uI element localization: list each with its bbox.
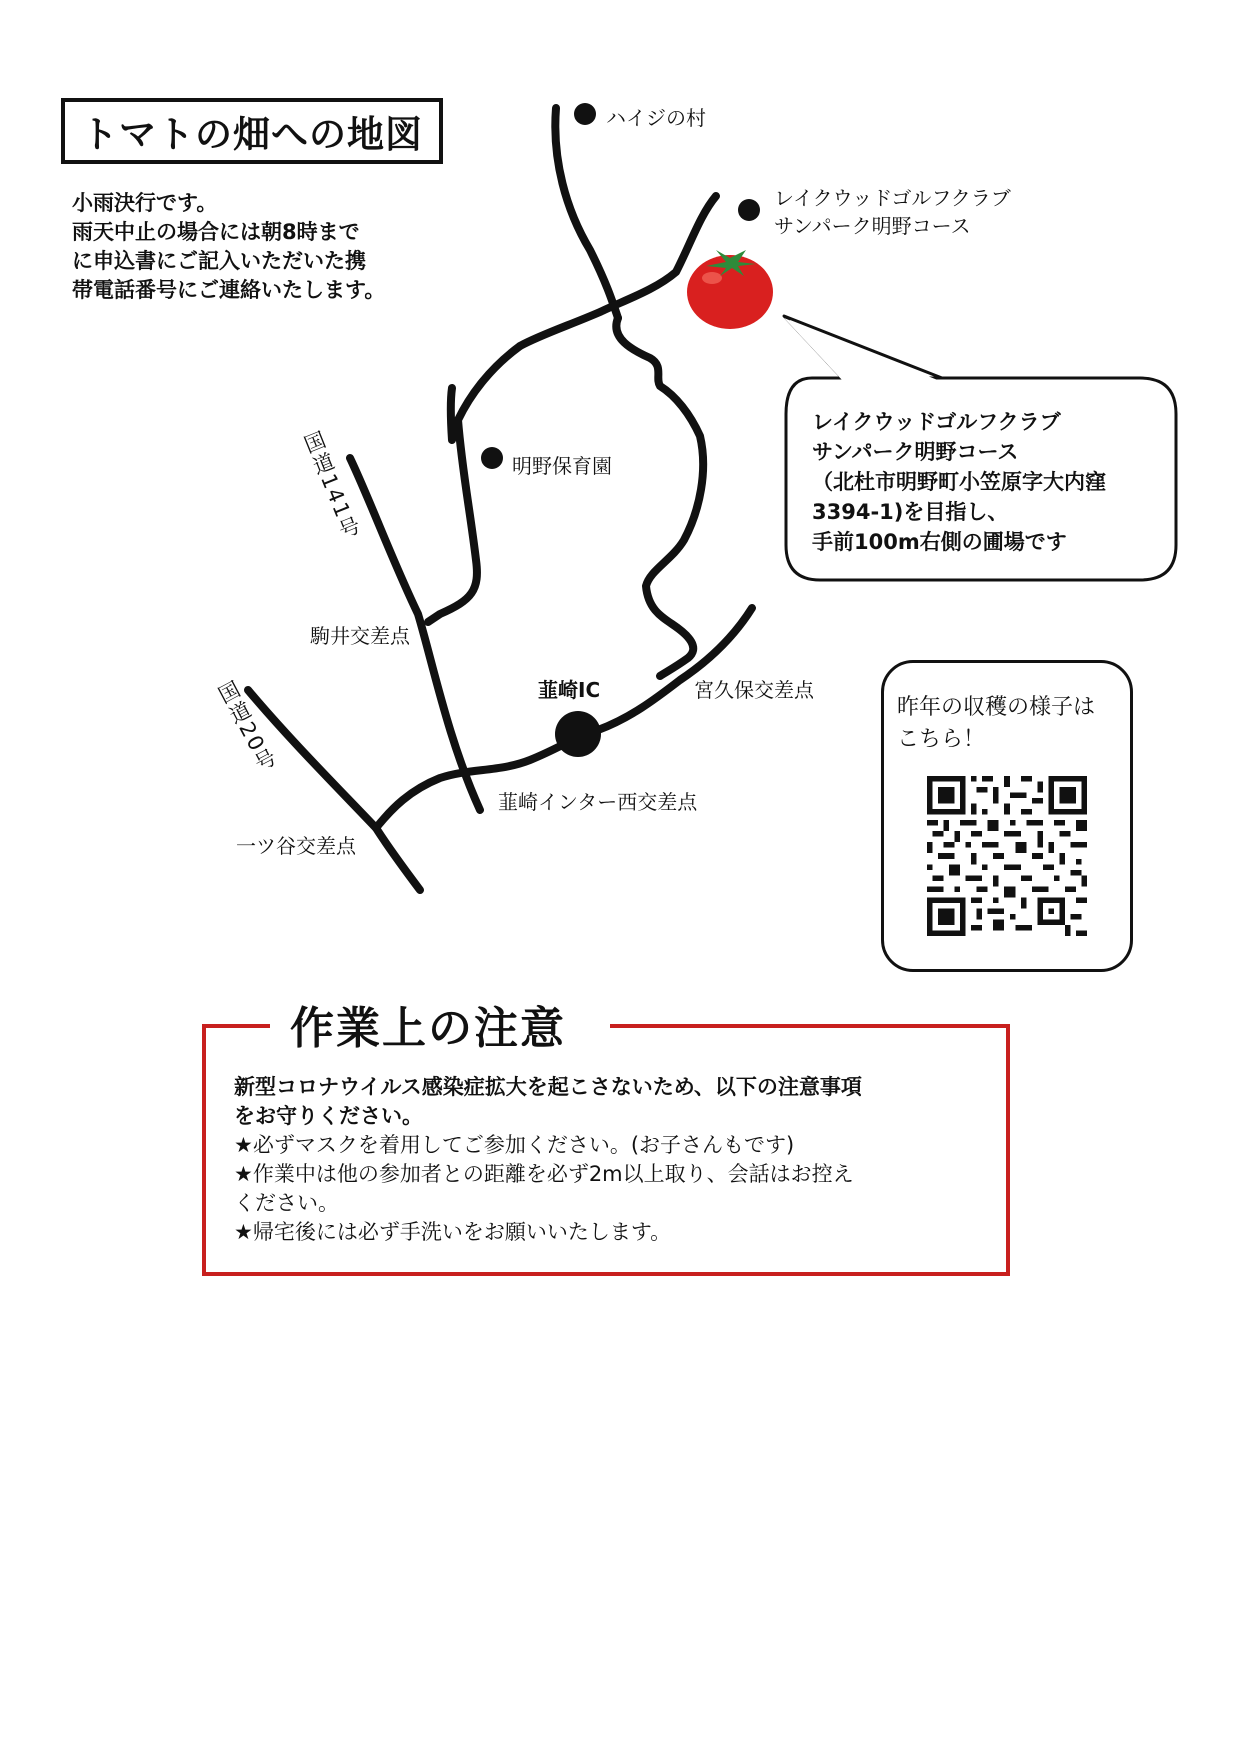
notice-intro-line: 新型コロナウイルス感染症拡大を起こさないため、以下の注意事項 — [234, 1075, 862, 1099]
qr-label-line2: こちら！ — [897, 727, 986, 752]
callout-line: レイクウッドゴルフクラブ — [812, 410, 1061, 434]
label-hitotsuya: 一ツ谷交差点 — [236, 834, 356, 858]
nursery-dot — [481, 447, 503, 469]
qr-label — [897, 692, 1127, 756]
label-route141: 国道141号 — [298, 427, 365, 544]
notice-intro-line: をお守りください。 — [234, 1104, 423, 1128]
notice-item: ★帰宅後には必ず手洗いをお願いいたします。 — [234, 1220, 672, 1244]
road-route20 — [248, 690, 420, 890]
road-heidi — [555, 108, 618, 318]
intro-line: 小雨決行です。 — [72, 191, 218, 215]
label-golf-line1: レイクウッドゴルフクラブ — [774, 186, 1011, 210]
callout-text — [812, 407, 1172, 557]
intro-line: に申込書にご記入いただいた携 — [72, 249, 366, 273]
nirasaki-ic-dot — [555, 711, 601, 757]
page-title: トマトの畑への地図 — [81, 113, 423, 156]
label-golf-line2: サンパーク明野コース — [774, 214, 971, 238]
label-nirasaki-west: 韮崎インター西交差点 — [498, 790, 698, 814]
notice-body — [234, 1073, 974, 1247]
label-heidi: ハイジの村 — [606, 106, 706, 130]
tomato-icon — [687, 250, 773, 329]
notice-item: ★必ずマスクを着用してご参加ください。(お子さんもです) — [234, 1133, 795, 1157]
callout-line: （北杜市明野町小笠原字大内窪 — [812, 470, 1106, 494]
intro-line: 雨天中止の場合には朝8時まで — [72, 220, 360, 244]
callout-line: サンパーク明野コース — [812, 440, 1019, 464]
callout-line: 手前100m右側の圃場です — [812, 530, 1067, 554]
qr-label-line1: 昨年の収穫の様子は — [897, 695, 1096, 720]
notice-item: ★作業中は他の参加者との距離を必ず2m以上取り、会話はお控え — [234, 1162, 854, 1186]
heidi-dot — [574, 103, 596, 125]
notice-item: ください。 — [234, 1191, 339, 1215]
golf-dot — [738, 199, 760, 221]
road-west-loop — [428, 346, 520, 622]
intro-line: 帯電話番号にご連絡いたします。 — [72, 278, 386, 302]
callout-line: 3394-1)を目指し、 — [812, 500, 1009, 524]
notice-title: 作業上の注意 — [290, 1003, 566, 1054]
label-nirasaki-ic: 韮崎IC — [538, 678, 601, 702]
qr-code-icon[interactable] — [927, 776, 1087, 936]
label-nursery: 明野保育園 — [512, 454, 612, 478]
label-komai: 駒井交差点 — [310, 624, 410, 648]
road-east-wind — [616, 318, 703, 676]
label-miyakubo: 宮久保交差点 — [694, 678, 814, 702]
label-route20: 国道20号 — [212, 677, 281, 777]
